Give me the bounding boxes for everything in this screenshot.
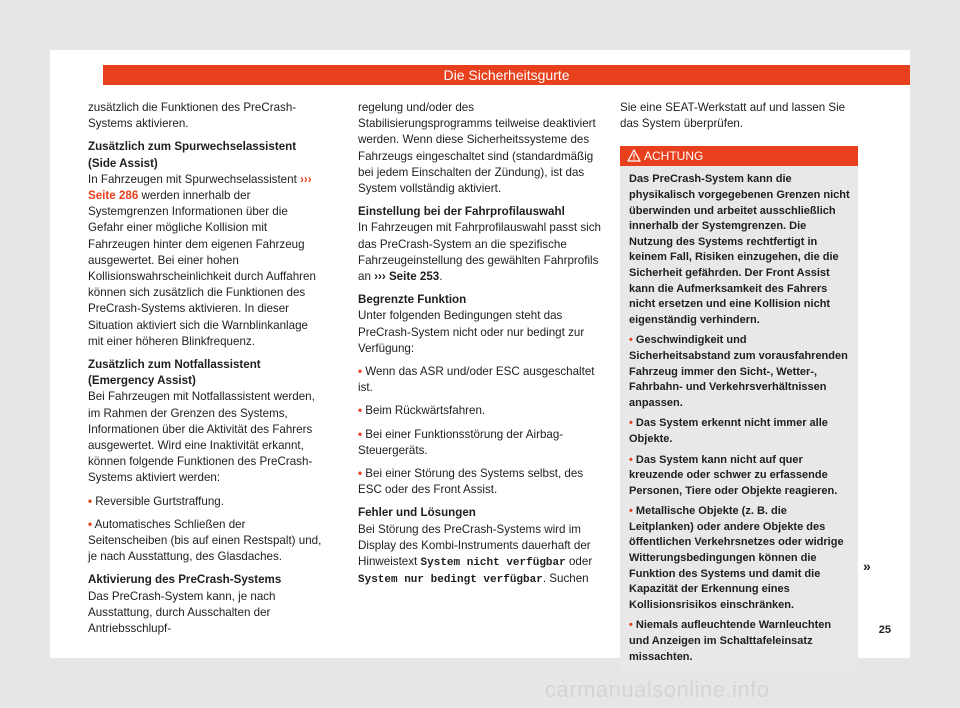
warning-intro: Das PreCrash-System kann die physikalisch vorgegebenen Grenzen nicht überwinden und arbeitet ausschließlich innerhalb der Systemgrenzen. Die Nutzung des Systems rechtfertigt in keinem Fall, Risiken einzugehen, die die Sicherheit gefährden. Der Front Assist kann die Aufmerksamkeit des Fahrers nicht ersetzen und eine Kollision nicht eigenständig verhindern.: [629, 173, 850, 326]
paragraph-activation: Das PreCrash-System kann, je nach Ausstattung, durch Ausschalten der Antriebsschlupf-: [88, 589, 276, 636]
list-item: • Metallische Objekte (z. B. die Leitplanken) oder andere Objekte des öffentlichen Verkehrsnetzes oder widrige Witterungsbedingungen können die Funktion des Systems und damit die Kapazität der Erkennung eines Kollisionsrisikos einschränken.: [629, 505, 844, 611]
display-message: System nicht verfügbar: [420, 557, 566, 570]
paragraph-emergency-assist: Bei Fahrzeugen mit Notfallassistent werden, im Rahmen der Grenzen des Systems, Informationen über die Aktivität des Fahrers ausgewertet. Wird eine Inaktivität erkannt, können folgende Funktionen des PreCrash-Systems aktiviert werden:: [88, 390, 315, 485]
page-number: 25: [878, 624, 891, 636]
list-item: • Geschwindigkeit und Sicherheitsabstand zum vorausfahrenden Fahrzeug immer den Sicht-, Wetter-, Fahrbahn- und Verkehrsverhältnissen anpassen.: [629, 334, 848, 409]
list-item: • Wenn das ASR und/oder ESC ausgeschaltet ist.: [358, 365, 595, 395]
manual-page: [50, 50, 910, 663]
list-item: • Automatisches Schließen der Seitenscheiben (bis auf einen Restspalt) und, je nach Ausstattung, des Glasdaches.: [88, 517, 322, 564]
paragraph-side-assist: In Fahrzeugen mit Spurwechselassistent ››› Seite 286 werden innerhalb der Systemgrenzen Informationen über die Gefahr einer mögliche Kollision mit Fahrzeugen hinter dem eigenen Fahrzeug ausgewertet. Bei einer hohen Kollisionswahrscheinlichkeit durch Auffahren können sich zusätzlich die Funktionen des PreCrash-Systems aktivieren. In dieser Situation aktiviert sich die Warnblinkanlage mit einer höheren Blinkfrequenz.: [88, 172, 316, 348]
heading-side-assist: Zusätzlich zum Spurwechselassistent (Side Assist): [88, 140, 297, 170]
list-item: • Bei einer Funktionsstörung der Airbag-Steuergeräts.: [358, 427, 564, 457]
paragraph-limited-function: Unter folgenden Bedingungen steht das PreCrash-System nicht oder nur bedingt zur Verfügung:: [358, 309, 585, 355]
warning-title: ACHTUNG: [644, 149, 704, 164]
paragraph: Sie eine SEAT-Werkstatt auf und lassen Sie das System überprüfen.: [620, 101, 846, 131]
warning-body: [620, 166, 858, 673]
heading-emergency-assist: Zusätzlich zum Notfallassistent (Emergency Assist): [88, 358, 261, 388]
paragraph-errors: Bei Störung des PreCrash-Systems wird im Display des Kombi-Instruments dauerhaft der Hinweistext System nicht verfügbar oder System nur bedingt verfügbar. Suchen: [358, 522, 593, 587]
list-item: • Niemals aufleuchtende Warnleuchten und Anzeigen im Schalttafeleinsatz missachten.: [629, 619, 832, 663]
column-3: [620, 100, 858, 673]
list-item: • Beim Rückwärtsfahren.: [358, 404, 486, 418]
display-message: System nur bedingt verfügbar: [358, 574, 543, 587]
heading-limited-function: Begrenzte Funktion: [358, 293, 467, 307]
column-1: [88, 100, 324, 644]
warning-header: [620, 146, 858, 166]
watermark: carmanualsonline.info: [545, 677, 770, 702]
paragraph: regelung und/oder des Stabilisierungsprogramms teilweise deaktiviert werden. Wenn diese Sicherheitssysteme des Fahrzeugs eingeschaltet sind (standardmäßig bei jedem Einschalten der Zündung), ist das System vollständig aktiviert.: [358, 101, 596, 196]
page-reference-link[interactable]: ››› Seite 253: [374, 270, 440, 284]
paragraph: zusätzlich die Funktionen des PreCrash-Systems aktivieren.: [88, 101, 297, 131]
list-item: • Das System erkennt nicht immer alle Objekte.: [629, 417, 828, 445]
heading-drive-profile: Einstellung bei der Fahrprofilauswahl: [358, 205, 565, 219]
list-item: • Reversible Gurtstraffung.: [88, 494, 224, 508]
heading-activation: Aktivierung des PreCrash-Systems: [88, 573, 282, 587]
heading-errors: Fehler und Lösungen: [358, 506, 476, 520]
list-item: • Bei einer Störung des Systems selbst, des ESC oder des Front Assist.: [358, 467, 584, 497]
section-header: Die Sicherheitsgurte: [103, 65, 910, 85]
continued-marker: »: [863, 558, 871, 574]
column-2: [358, 100, 602, 595]
warning-box: [620, 146, 858, 673]
page-reference-link[interactable]: ››› Seite 286: [88, 172, 312, 203]
warning-triangle-icon: [627, 149, 641, 162]
list-item: • Das System kann nicht auf quer kreuzende oder schwer zu erfassende Personen, Tiere oder Objekte reagieren.: [629, 453, 838, 497]
paragraph-drive-profile: In Fahrzeugen mit Fahrprofilauswahl passt sich das PreCrash-System an die spezifische Fahrzeugeinstellung des gewählten Fahrprofils an ››› Seite 253.: [358, 221, 601, 284]
